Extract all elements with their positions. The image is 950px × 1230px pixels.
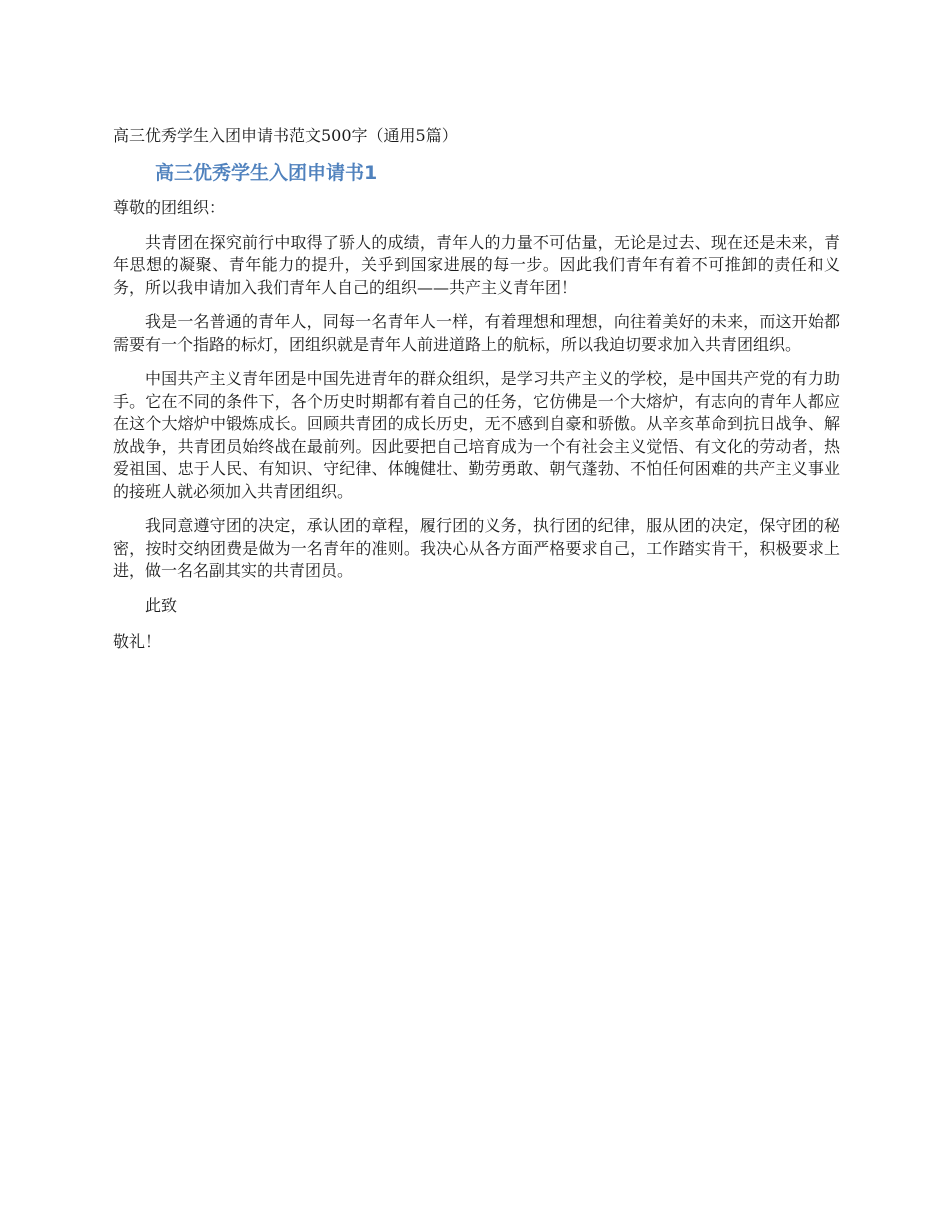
closing-line: 此致 xyxy=(145,595,178,615)
paragraph-1: 共青团在探究前行中取得了骄人的成绩，青年人的力量不可估量，无论是过去、现在还是未来，青年思想的凝聚、青年能力的提升，关乎到国家进展的每一步。因此我们青年有着不可推卸的责任和义务，所以我申请加入我们青年人自己的组织——共产主义青年团！ xyxy=(113,232,840,297)
paragraph-4: 我同意遵守团的决定，承认团的章程，履行团的义务，执行团的纪律，服从团的决定，保守团的秘密，按时交纳团费是做为一名青年的准则。我决心从各方面严格要求自己，工作踏实肯干，积极要求上进，做一名名副其实的共青团员。 xyxy=(113,516,840,580)
document-title: 高三优秀学生入团申请书范文500字（通用5篇） xyxy=(113,126,458,145)
salutation: 尊敬的团组织： xyxy=(113,198,226,217)
paragraph-3: 中国共产主义青年团是中国先进青年的群众组织，是学习共产主义的学校，是中国共产党的有力助手。它在不同的条件下，各个历史时期都有着自己的任务，它仿佛是一个大熔炉，有志向的青年人都应在这个大熔炉中锻炼成长。回顾共青团的成长历史，无不感到自豪和骄傲。从辛亥革命到抗日战争、解放战争，共青团员始终战在最前列。因此要把自己培育成为一个有社会主义觉悟、有文化的劳动者，热爱祖国、忠于人民、有知识、守纪律、体魄健壮、勤劳勇敢、朝气蓬勃、不怕任何困难的共产主义事业的接班人就必须加入共青团组织。 xyxy=(113,369,840,501)
paragraph-2: 我是一名普通的青年人，同每一名青年人一样，有着理想和理想，向往着美好的未来，而这开始都需要有一个指路的标灯，团组织就是青年人前进道路上的航标，所以我迫切要求加入共青团组织。 xyxy=(113,312,840,354)
regards-line: 敬礼！ xyxy=(113,632,162,651)
document-body xyxy=(113,124,840,654)
section-heading: 高三优秀学生入团申请书1 xyxy=(155,162,378,184)
